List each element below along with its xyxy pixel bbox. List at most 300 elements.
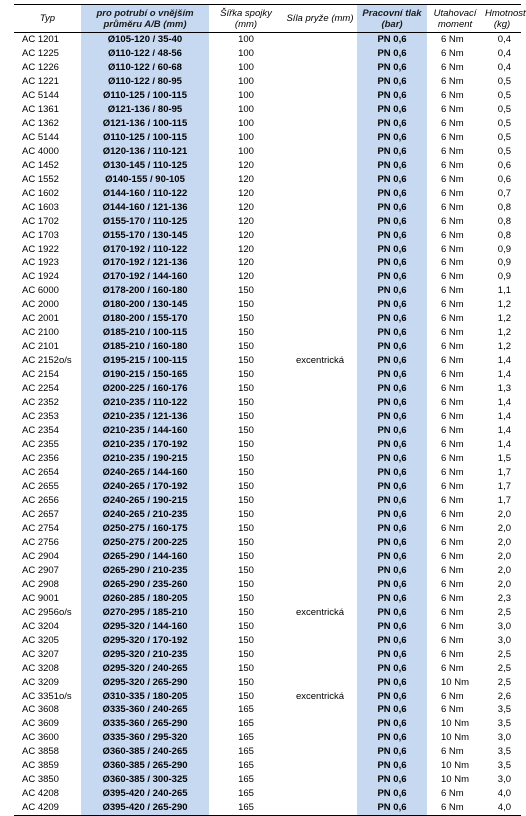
cell-typ: AC 2908: [22, 578, 59, 590]
cell-weight: 1,4: [497, 439, 511, 451]
cell-rubber: [283, 438, 357, 452]
cell-torque: 6 Nm: [441, 536, 464, 548]
table-row: [14, 550, 521, 564]
cell-weight: 2,0: [497, 508, 511, 520]
cell-diameter: Ø210-235 / 121-136: [81, 410, 209, 424]
cell-rubber: excentrická: [295, 606, 345, 618]
cell-rubber: [283, 229, 357, 243]
cell-width: 120: [238, 271, 254, 283]
cell-weight: 0,4: [497, 33, 511, 45]
cell-rubber: [283, 676, 357, 690]
table-row: [14, 564, 521, 578]
cell-weight: 0,5: [497, 89, 511, 101]
cell-pressure: PN 0,6: [357, 117, 427, 131]
table-row: [14, 75, 521, 89]
cell-width: 150: [238, 425, 254, 437]
cell-width: 100: [238, 61, 254, 73]
table-row: [14, 396, 521, 410]
cell-weight: 0,9: [497, 271, 511, 283]
table-row: [14, 173, 521, 187]
cell-torque: 6 Nm: [441, 271, 464, 283]
cell-width: 100: [238, 145, 254, 157]
cell-weight: 0,6: [497, 173, 511, 185]
cell-diameter: Ø210-235 / 190-215: [81, 452, 209, 466]
cell-typ: AC 1703: [22, 229, 59, 241]
cell-width: 150: [238, 690, 254, 702]
cell-weight: 0,5: [497, 75, 511, 87]
cell-diameter: Ø195-215 / 100-115: [81, 354, 209, 368]
cell-rubber: [283, 243, 357, 257]
cell-rubber: [283, 284, 357, 298]
cell-width: 120: [238, 187, 254, 199]
cell-rubber: [283, 704, 357, 718]
cell-weight: 0,5: [497, 117, 511, 129]
cell-pressure: PN 0,6: [357, 578, 427, 592]
cell-torque: 6 Nm: [441, 47, 464, 59]
cell-weight: 3,0: [497, 634, 511, 646]
cell-diameter: Ø170-192 / 110-122: [81, 243, 209, 257]
cell-width: 150: [238, 355, 254, 367]
cell-pressure: PN 0,6: [357, 145, 427, 159]
cell-torque: 6 Nm: [441, 103, 464, 115]
table-row: [14, 704, 521, 718]
cell-rubber: [283, 578, 357, 592]
table-row: [14, 745, 521, 759]
cell-typ: AC 3608: [22, 704, 59, 716]
cell-diameter: Ø110-122 / 60-68: [81, 61, 209, 75]
cell-pressure: PN 0,6: [357, 690, 427, 704]
cell-weight: 0,8: [497, 201, 511, 213]
cell-typ: AC 2656: [22, 494, 59, 506]
cell-width: 165: [238, 760, 254, 772]
cell-diameter: Ø210-235 / 110-122: [81, 396, 209, 410]
cell-weight: 1,7: [497, 480, 511, 492]
cell-typ: AC 1702: [22, 215, 59, 227]
cell-typ: AC 1922: [22, 243, 59, 255]
cell-torque: 6 Nm: [441, 480, 464, 492]
cell-pressure: PN 0,6: [357, 75, 427, 89]
cell-rubber: [283, 494, 357, 508]
cell-weight: 4,0: [483, 801, 521, 815]
table-row: [14, 382, 521, 396]
cell-typ: AC 2353: [22, 411, 59, 423]
cell-pressure: PN 0,6: [357, 717, 427, 731]
cell-typ: AC 1552: [22, 173, 59, 185]
cell-torque: 6 Nm: [441, 159, 464, 171]
table-row: [14, 690, 521, 704]
cell-diameter: Ø105-120 / 35-40: [81, 33, 209, 47]
cell-torque: 6 Nm: [441, 411, 464, 423]
cell-diameter: Ø121-136 / 80-95: [81, 103, 209, 117]
header-weight: Hmotnost (kg): [483, 5, 521, 33]
cell-pressure: PN 0,6: [357, 745, 427, 759]
cell-weight: 0,4: [497, 61, 511, 73]
cell-weight: 3,5: [497, 760, 511, 772]
cell-diameter: Ø155-170 / 130-145: [81, 229, 209, 243]
cell-pressure: PN 0,6: [357, 801, 427, 815]
cell-torque: 6 Nm: [441, 201, 464, 213]
cell-torque: 6 Nm: [441, 313, 464, 325]
cell-diameter: Ø110-122 / 48-56: [81, 47, 209, 61]
cell-typ: AC 2354: [22, 425, 59, 437]
cell-diameter: Ø265-290 / 144-160: [81, 550, 209, 564]
cell-pressure: PN 0,6: [357, 787, 427, 801]
cell-diameter: Ø240-265 / 210-235: [81, 508, 209, 522]
cell-typ: AC 4000: [22, 145, 59, 157]
table-row: [14, 243, 521, 257]
cell-width: 150: [238, 313, 254, 325]
cell-torque: 6 Nm: [441, 690, 464, 702]
cell-pressure: PN 0,6: [357, 257, 427, 271]
cell-typ: AC 2904: [22, 550, 59, 562]
cell-torque: 6 Nm: [441, 494, 464, 506]
cell-torque: 6 Nm: [441, 117, 464, 129]
table-row: [14, 452, 521, 466]
cell-diameter: Ø295-320 / 144-160: [81, 620, 209, 634]
cell-torque: 6 Nm: [441, 522, 464, 534]
cell-pressure: PN 0,6: [357, 550, 427, 564]
cell-weight: 2,5: [497, 648, 511, 660]
cell-pressure: PN 0,6: [357, 438, 427, 452]
cell-pressure: PN 0,6: [357, 312, 427, 326]
cell-rubber: [283, 620, 357, 634]
cell-rubber: [283, 466, 357, 480]
table-row: [14, 410, 521, 424]
cell-torque: 6 Nm: [441, 383, 464, 395]
cell-torque: 6 Nm: [441, 788, 464, 800]
cell-rubber: [283, 75, 357, 89]
cell-rubber: [283, 103, 357, 117]
cell-diameter: Ø335-360 / 265-290: [81, 717, 209, 731]
table-row: [14, 759, 521, 773]
header-typ: Typ: [14, 5, 81, 33]
cell-typ: AC 2001: [22, 313, 59, 325]
cell-width: 100: [238, 75, 254, 87]
cell-typ: AC 3205: [22, 634, 59, 646]
cell-pressure: PN 0,6: [357, 229, 427, 243]
cell-typ: AC 2154: [22, 369, 59, 381]
cell-typ: AC 2101: [22, 341, 59, 353]
cell-pressure: PN 0,6: [357, 368, 427, 382]
cell-rubber: [283, 145, 357, 159]
table-row: [14, 312, 521, 326]
cell-typ: AC 3208: [22, 662, 59, 674]
table-row: [14, 145, 521, 159]
table-row: [14, 284, 521, 298]
cell-width: 120: [238, 173, 254, 185]
cell-torque: 6 Nm: [441, 467, 464, 479]
cell-width: 165: [238, 788, 254, 800]
cell-rubber: [283, 326, 357, 340]
cell-pressure: PN 0,6: [357, 33, 427, 47]
cell-diameter: Ø120-136 / 110-121: [81, 145, 209, 159]
cell-width: 150: [238, 299, 254, 311]
table-row: [14, 159, 521, 173]
cell-weight: 1,4: [497, 397, 511, 409]
cell-width: 100: [238, 117, 254, 129]
cell-weight: 3,5: [497, 718, 511, 730]
cell-torque: 10 Nm: [441, 760, 469, 772]
header-width: Šířka spojky (mm): [209, 5, 283, 33]
cell-width: 150: [238, 634, 254, 646]
table-row: [14, 620, 521, 634]
table-row: [14, 61, 521, 75]
cell-torque: 6 Nm: [441, 564, 464, 576]
cell-diameter: Ø295-320 / 240-265: [81, 662, 209, 676]
cell-weight: 3,0: [497, 732, 511, 744]
cell-typ: AC 2907: [22, 564, 59, 576]
cell-typ: AC 3351o/s: [22, 690, 72, 702]
cell-torque: 6 Nm: [441, 131, 464, 143]
cell-diameter: Ø200-225 / 160-176: [81, 382, 209, 396]
cell-torque: 6 Nm: [441, 299, 464, 311]
cell-pressure: PN 0,6: [357, 243, 427, 257]
cell-typ: AC 1201: [22, 33, 59, 45]
cell-pressure: PN 0,6: [357, 354, 427, 368]
cell-width: 150: [238, 494, 254, 506]
cell-pressure: PN 0,6: [357, 215, 427, 229]
cell-diameter: Ø395-420 / 265-290: [81, 801, 209, 815]
cell-rubber: [283, 61, 357, 75]
table-row: [14, 229, 521, 243]
cell-torque: 10 Nm: [441, 732, 469, 744]
cell-width: 100: [238, 131, 254, 143]
table-row: [14, 89, 521, 103]
cell-weight: 1,5: [497, 453, 511, 465]
cell-typ: AC 4209: [14, 801, 81, 815]
cell-weight: 1,2: [497, 341, 511, 353]
cell-pressure: PN 0,6: [357, 522, 427, 536]
cell-pressure: PN 0,6: [357, 592, 427, 606]
cell-weight: 0,4: [497, 47, 511, 59]
cell-width: 150: [238, 606, 254, 618]
cell-weight: 3,0: [497, 774, 511, 786]
cell-weight: 1,4: [497, 369, 511, 381]
cell-torque: 6 Nm: [441, 592, 464, 604]
table-row: [14, 368, 521, 382]
cell-typ: AC 2352: [22, 397, 59, 409]
table-row: [14, 131, 521, 145]
cell-diameter: Ø395-420 / 240-265: [81, 787, 209, 801]
table-row: [14, 47, 521, 61]
cell-rubber: [283, 396, 357, 410]
cell-pressure: PN 0,6: [357, 662, 427, 676]
cell-rubber: [283, 648, 357, 662]
header-rubber: Síla pryže (mm): [283, 5, 357, 33]
cell-weight: 3,5: [497, 746, 511, 758]
cell-diameter: Ø295-320 / 265-290: [81, 676, 209, 690]
cell-torque: 6 Nm: [441, 61, 464, 73]
table-row: [14, 270, 521, 284]
cell-rubber: excentrická: [295, 355, 345, 367]
table-row: [14, 606, 521, 620]
table-row: [14, 592, 521, 606]
cell-rubber: [283, 215, 357, 229]
cell-width: 120: [238, 257, 254, 269]
cell-pressure: PN 0,6: [357, 201, 427, 215]
spec-sheet: [14, 0, 526, 816]
cell-weight: 1,2: [497, 299, 511, 311]
cell-pressure: PN 0,6: [357, 410, 427, 424]
cell-typ: AC 3609: [22, 718, 59, 730]
cell-width: 150: [238, 676, 254, 688]
cell-typ: AC 2654: [22, 467, 59, 479]
cell-diameter: Ø170-192 / 144-160: [81, 270, 209, 284]
cell-typ: AC 2657: [22, 508, 59, 520]
cell-diameter: Ø110-122 / 80-95: [81, 75, 209, 89]
table-row: [14, 298, 521, 312]
cell-diameter: Ø260-285 / 180-205: [81, 592, 209, 606]
cell-pressure: PN 0,6: [357, 536, 427, 550]
cell-diameter: Ø180-200 / 130-145: [81, 298, 209, 312]
cell-torque: 6 Nm: [441, 508, 464, 520]
cell-rubber: excentrická: [295, 690, 345, 702]
cell-width: 120: [238, 159, 254, 171]
cell-torque: 6 Nm: [441, 369, 464, 381]
cell-diameter: Ø360-385 / 240-265: [81, 745, 209, 759]
cell-typ: AC 3209: [22, 676, 59, 688]
table-row: [14, 731, 521, 745]
cell-torque: 6 Nm: [441, 550, 464, 562]
cell-torque: 6 Nm: [441, 145, 464, 157]
table-row: [14, 326, 521, 340]
cell-weight: 0,9: [497, 243, 511, 255]
cell-rubber: [283, 89, 357, 103]
cell-diameter: Ø121-136 / 100-115: [81, 117, 209, 131]
cell-width: 150: [238, 467, 254, 479]
cell-torque: 6 Nm: [441, 425, 464, 437]
table-row: [14, 662, 521, 676]
header-pressure: Pracovní tlak (bar): [357, 5, 427, 33]
table-row: [14, 438, 521, 452]
cell-rubber: [283, 522, 357, 536]
header-torque: Utahovací moment: [427, 5, 483, 33]
cell-width: 165: [238, 732, 254, 744]
cell-weight: 2,3: [497, 592, 511, 604]
cell-pressure: PN 0,6: [357, 620, 427, 634]
cell-weight: 2,0: [497, 564, 511, 576]
cell-width: 150: [238, 522, 254, 534]
cell-typ: AC 1452: [22, 159, 59, 171]
cell-rubber: [283, 745, 357, 759]
cell-typ: AC 1221: [22, 75, 59, 87]
cell-rubber: [283, 480, 357, 494]
cell-typ: AC 4208: [22, 788, 59, 800]
cell-weight: 1,4: [497, 355, 511, 367]
cell-typ: AC 1923: [22, 257, 59, 269]
cell-typ: AC 1602: [22, 187, 59, 199]
table-row: [14, 33, 521, 47]
cell-typ: AC 2356: [22, 453, 59, 465]
cell-pressure: PN 0,6: [357, 676, 427, 690]
cell-rubber: [283, 424, 357, 438]
cell-weight: 1,1: [497, 285, 511, 297]
cell-pressure: PN 0,6: [357, 396, 427, 410]
cell-diameter: Ø210-235 / 170-192: [81, 438, 209, 452]
cell-diameter: Ø170-192 / 121-136: [81, 257, 209, 271]
cell-weight: 4,0: [497, 788, 511, 800]
cell-diameter: Ø144-160 / 110-122: [81, 187, 209, 201]
cell-torque: 6 Nm: [441, 634, 464, 646]
cell-diameter: Ø265-290 / 235-260: [81, 578, 209, 592]
cell-rubber: [283, 508, 357, 522]
cell-torque: 6 Nm: [441, 229, 464, 241]
cell-diameter: Ø295-320 / 210-235: [81, 648, 209, 662]
table-row: [14, 508, 521, 522]
cell-width: 150: [238, 662, 254, 674]
table-row: [14, 648, 521, 662]
cell-rubber: [283, 173, 357, 187]
cell-pressure: PN 0,6: [357, 326, 427, 340]
cell-torque: 10 Nm: [441, 774, 469, 786]
cell-width: 150: [238, 383, 254, 395]
cell-pressure: PN 0,6: [357, 606, 427, 620]
table-row: [14, 201, 521, 215]
cell-rubber: [283, 662, 357, 676]
cell-typ: AC 2100: [22, 327, 59, 339]
cell-width: 120: [238, 243, 254, 255]
cell-weight: 1,4: [497, 411, 511, 423]
cell-rubber: [283, 536, 357, 550]
cell-rubber: [283, 117, 357, 131]
cell-width: 150: [238, 453, 254, 465]
cell-width: 150: [238, 439, 254, 451]
cell-pressure: PN 0,6: [357, 452, 427, 466]
cell-torque: 6 Nm: [441, 327, 464, 339]
cell-weight: 0,6: [497, 159, 511, 171]
cell-typ: AC 2956o/s: [22, 606, 72, 618]
cell-pressure: PN 0,6: [357, 298, 427, 312]
cell-diameter: Ø335-360 / 295-320: [81, 731, 209, 745]
cell-torque: 6 Nm: [441, 648, 464, 660]
cell-rubber: [283, 340, 357, 354]
cell-rubber: [283, 33, 357, 47]
table-row: [14, 787, 521, 801]
cell-pressure: PN 0,6: [357, 187, 427, 201]
cell-diameter: Ø295-320 / 170-192: [81, 634, 209, 648]
cell-rubber: [283, 382, 357, 396]
cell-typ: AC 3600: [22, 732, 59, 744]
cell-width: 100: [238, 47, 254, 59]
cell-pressure: PN 0,6: [357, 270, 427, 284]
cell-diameter: Ø130-145 / 110-125: [81, 159, 209, 173]
cell-pressure: PN 0,6: [357, 773, 427, 787]
cell-typ: AC 1362: [22, 117, 59, 129]
cell-weight: 0,5: [497, 145, 511, 157]
table-row: [14, 494, 521, 508]
cell-rubber: [283, 131, 357, 145]
table-row: [14, 466, 521, 480]
cell-torque: 6 Nm: [441, 620, 464, 632]
cell-width: 150: [238, 564, 254, 576]
cell-width: 150: [238, 397, 254, 409]
cell-torque: 6 Nm: [441, 215, 464, 227]
cell-torque: 6 Nm: [441, 285, 464, 297]
cell-typ: AC 5144: [22, 131, 59, 143]
cell-pressure: PN 0,6: [357, 466, 427, 480]
cell-weight: 0,8: [497, 215, 511, 227]
cell-diameter: Ø155-170 / 110-125: [81, 215, 209, 229]
cell-rubber: [283, 731, 357, 745]
cell-weight: 2,0: [497, 536, 511, 548]
cell-pressure: PN 0,6: [357, 731, 427, 745]
cell-rubber: [283, 312, 357, 326]
cell-rubber: [283, 257, 357, 271]
coupling-spec-table: [14, 5, 526, 816]
cell-rubber: [283, 801, 357, 815]
table-body: [14, 33, 521, 816]
cell-diameter: Ø250-275 / 160-175: [81, 522, 209, 536]
